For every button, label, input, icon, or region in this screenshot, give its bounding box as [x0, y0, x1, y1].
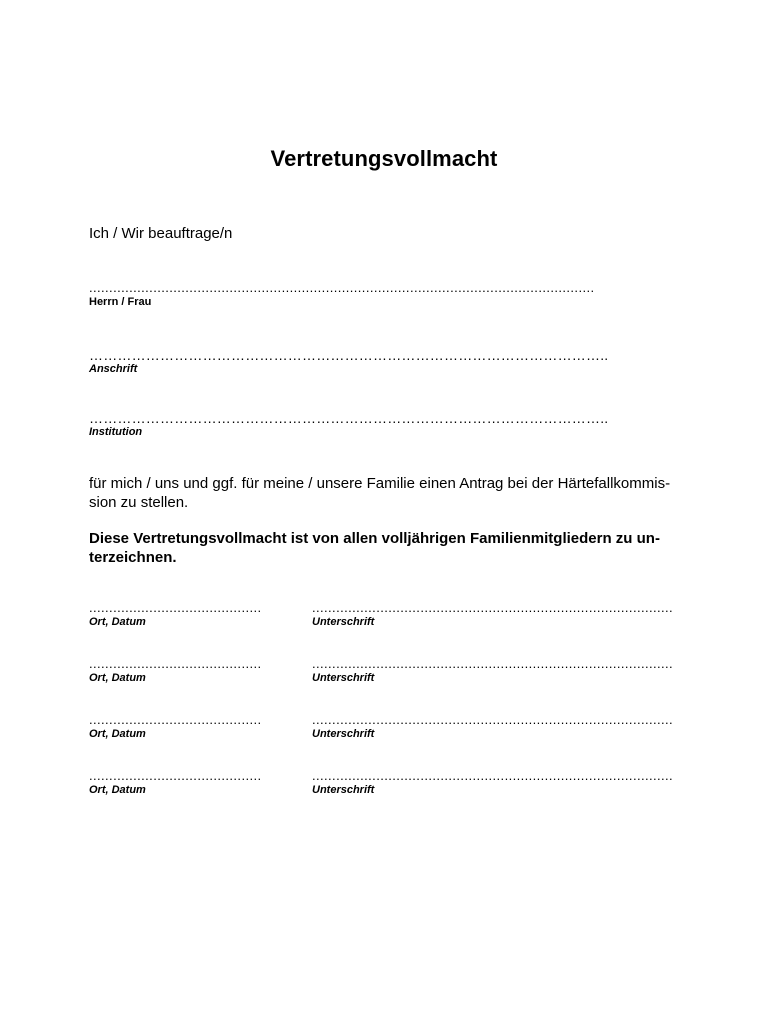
signature-label: Unterschrift [312, 672, 375, 684]
dotted-line: ........................................... [89, 769, 262, 783]
place-date-label: Ort, Datum [89, 784, 146, 796]
signature-label: Unterschrift [312, 616, 375, 628]
field-label-institution: Institution [89, 426, 143, 438]
dotted-line: .......................................................................................... [312, 601, 674, 615]
place-date-field[interactable] [89, 657, 271, 684]
place-date-field[interactable] [89, 713, 271, 740]
signature-field[interactable] [312, 657, 677, 684]
field-institution[interactable] [89, 411, 608, 438]
place-date-label: Ort, Datum [89, 728, 146, 740]
signature-row [89, 601, 679, 631]
dotted-line: .............................................................................................................................. [89, 281, 595, 295]
intro-text: Ich / Wir beauftrage/n [89, 225, 233, 242]
field-label-herrn-frau: Herrn / Frau [89, 296, 152, 308]
signature-label: Unterschrift [312, 784, 375, 796]
field-label-anschrift: Anschrift [89, 363, 138, 375]
signature-instruction [89, 529, 679, 567]
dotted-line: ........................................... [89, 601, 262, 615]
dotted-line: ........................................... [89, 657, 262, 671]
signature-field[interactable] [312, 769, 677, 796]
signature-label: Unterschrift [312, 728, 375, 740]
field-name[interactable] [89, 281, 595, 308]
dotted-line: ……………………………………………………………………………………………….. [89, 411, 609, 425]
dotted-line: .......................................................................................... [312, 713, 674, 727]
page-title: Vertretungsvollmacht [270, 146, 498, 171]
place-date-label: Ort, Datum [89, 616, 146, 628]
place-date-field[interactable] [89, 601, 271, 628]
signature-field[interactable] [312, 713, 677, 740]
signature-instruction-line: terzeichnen. [89, 549, 177, 566]
body-paragraph [89, 474, 679, 512]
dotted-line: .......................................................................................... [312, 769, 674, 783]
dotted-line: .......................................................................................... [312, 657, 674, 671]
field-address[interactable] [89, 348, 608, 375]
place-date-label: Ort, Datum [89, 672, 146, 684]
signature-instruction-line: Diese Vertretungsvollmacht ist von allen volljährigen Familienmitgliedern zu un- [89, 530, 660, 547]
body-paragraph-line: sion zu stellen. [89, 494, 189, 511]
signature-row [89, 713, 679, 743]
signature-row [89, 769, 679, 799]
signature-row [89, 657, 679, 687]
body-paragraph-line: für mich / uns und ggf. für meine / unsere Familie einen Antrag bei der Härtefallkommis- [89, 475, 671, 492]
signature-field[interactable] [312, 601, 677, 628]
dotted-line: ........................................... [89, 713, 262, 727]
place-date-field[interactable] [89, 769, 271, 796]
dotted-line: ……………………………………………………………………………………………….. [89, 348, 609, 362]
